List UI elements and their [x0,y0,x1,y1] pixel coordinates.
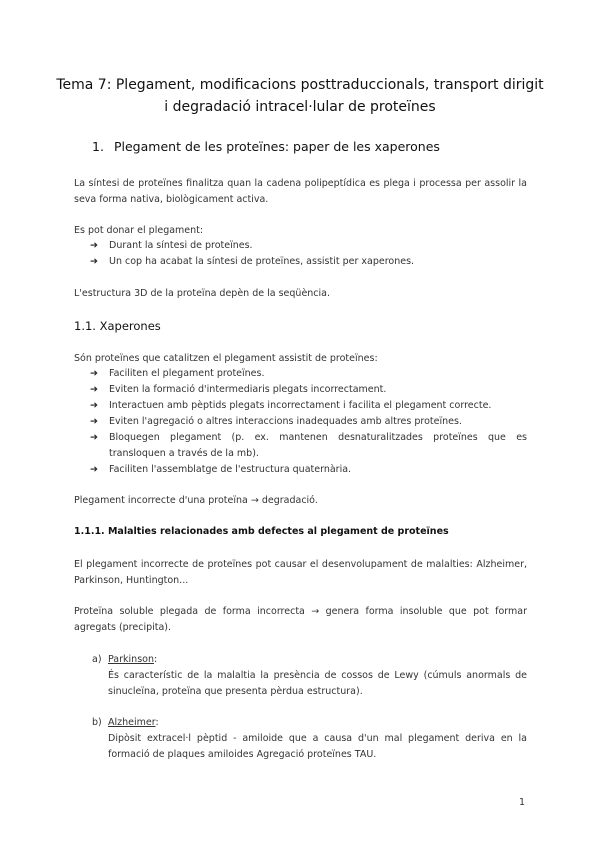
arrow-icon: ➔ [90,400,98,411]
title-line-1: Tema 7: Plegament, modificacions posttraduccionals, transport dirigit [56,77,544,93]
disease-item-parkinson [92,652,527,700]
malalties-paragraph-2: Proteïna soluble plegada de forma incorrecta → genera forma insoluble que pot formar agregats (precipita). [74,606,527,633]
arrow-icon: ➔ [90,384,98,395]
section-1-number: 1. [92,139,104,154]
arrow-icon: ➔ [90,416,98,427]
xaperones-outro: Plegament incorrecte d'una proteïna → degradació. [74,495,318,506]
list-item: ➔ Bloquegen plegament (p. ex. mantenen desnaturalitzades proteïnes que es transloquen a través de la mb). [90,432,527,459]
item-text: És característic de la malaltia la presència de cossos de Lewy (cúmuls anormals de sinucleïna, proteïna que presenta pèrdua estructura). [108,670,527,697]
disease-item-alzheimer [92,715,527,763]
xaperones-intro: Són proteïnes que catalitzen el plegament assistit de proteïnes: [74,353,378,364]
item-text: Dipòsit extracel·l pèptid - amiloide que a causa d'un mal plegament deriva en la formació de plaques amiloides Agregació proteïnes TAU. [108,733,527,760]
title-line-2: i degradació intracel·lular de proteïnes [164,99,436,115]
arrow-icon: ➔ [90,256,98,267]
item-name: Parkinson [108,654,154,665]
section-1-paragraph-1: La síntesi de proteïnes finalitza quan la cadena polipeptídica es plega i processa per assolir la seva forma nativa, biològicament activa. [74,178,527,205]
arrow-icon: ➔ [90,464,98,475]
page-number: 1 [519,797,526,808]
document-title [40,74,560,118]
arrow-icon: ➔ [90,240,98,251]
item-heading: Alzheimer: [108,717,159,728]
list-item: ➔ Faciliten l'assemblatge de l'estructura quaternària. [90,462,527,478]
arrow-icon: ➔ [90,368,98,379]
item-label: a) [92,654,102,665]
section-1-1-heading: 1.1. Xaperones [74,319,161,333]
section-1-title: Plegament de les proteïnes: paper de les xaperones [113,139,440,154]
section-1-paragraph-3: L'estructura 3D de la proteïna depèn de la seqüència. [74,288,331,299]
plegament-list [90,238,527,270]
xaperones-list [90,366,527,478]
list-item: ➔ Interactuen amb pèptids plegats incorrectament i facilita el plegament correcte. [90,398,527,414]
section-1-paragraph-2: Es pot donar el plegament: [74,225,204,236]
malalties-paragraph-1: El plegament incorrecte de proteïnes pot causar el desenvolupament de malalties: Alzheimer, Parkinson, Huntington... [74,559,527,586]
list-item: ➔ Eviten l'agregació o altres interaccions inadequades amb altres proteïnes. [90,414,527,430]
arrow-icon: ➔ [90,432,98,443]
item-name: Alzheimer [108,717,156,728]
section-1-1-1-heading: 1.1.1. Malalties relacionades amb defectes al plegament de proteïnes [74,526,449,537]
section-1-heading [92,139,440,154]
list-item: ➔ Eviten la formació d'intermediaris plegats incorrectament. [90,382,527,398]
item-label: b) [92,717,102,728]
item-heading: Parkinson: [108,654,158,665]
list-item: ➔ Un cop ha acabat la síntesi de proteïnes, assistit per xaperones. [90,254,527,270]
list-item: ➔ Durant la síntesi de proteïnes. [90,238,527,254]
list-item: ➔ Faciliten el plegament proteïnes. [90,366,527,382]
